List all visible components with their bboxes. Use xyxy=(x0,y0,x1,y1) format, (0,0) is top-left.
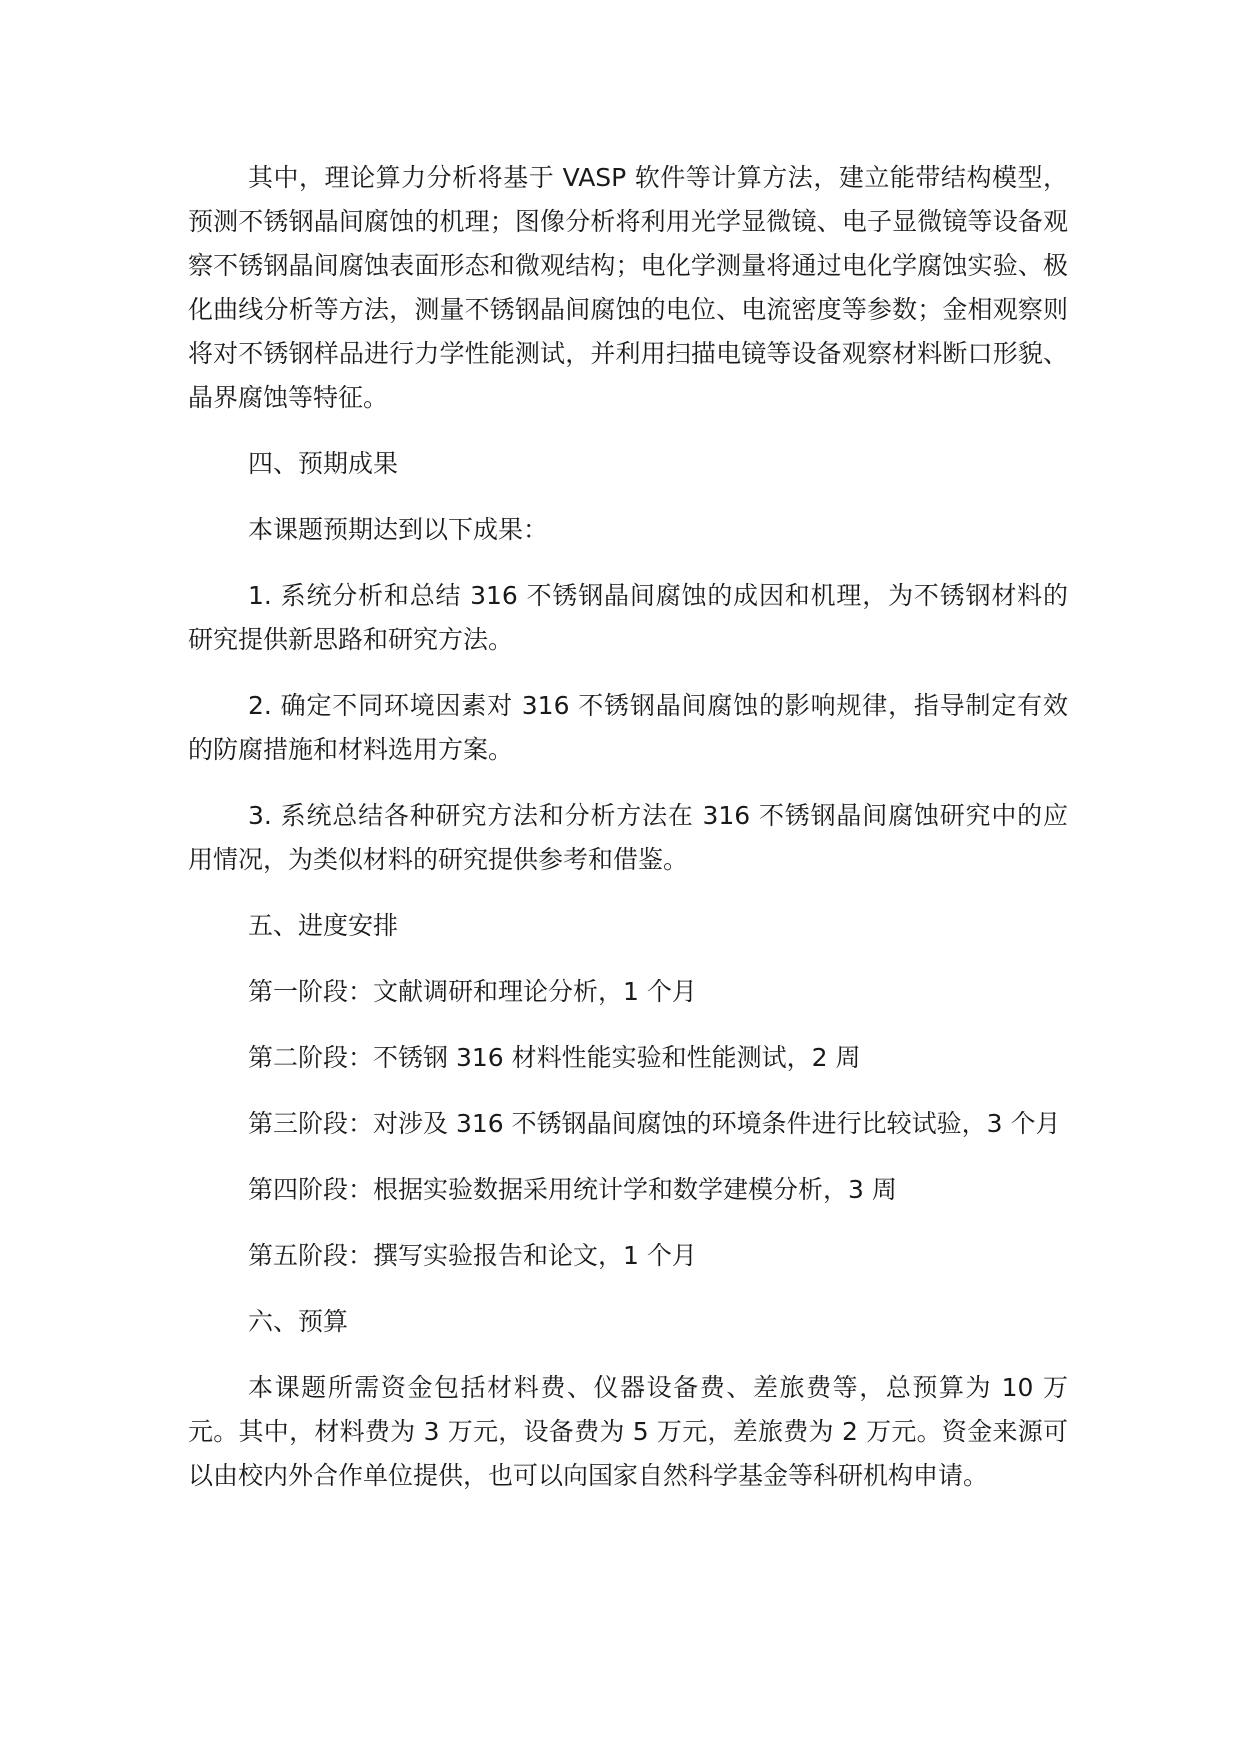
schedule-stage-2: 第二阶段：不锈钢 316 材料性能实验和性能测试，2 周 xyxy=(248,1043,861,1072)
schedule-stage-5: 第五阶段：撰写实验报告和论文，1 个月 xyxy=(248,1241,697,1270)
paragraph-results-intro: 本课题预期达到以下成果： xyxy=(248,515,549,544)
list-item-result-1: 1. 系统分析和总结 316 不锈钢晶间腐蚀的成因和机理，为不锈钢材料的研究提供新思路和研究方法。 xyxy=(188,581,1068,654)
paragraph-budget: 本课题所需资金包括材料费、仪器设备费、差旅费等，总预算为 10 万元。其中，材料费为 3 万元，设备费为 5 万元，差旅费为 2 万元。资金来源可以由校内外合作单位提供，也可以向国家自然科学基金等科研机构申请。 xyxy=(188,1373,1068,1490)
section-heading-budget: 六、预算 xyxy=(248,1307,349,1336)
paragraph-methods: 其中，理论算力分析将基于 VASP 软件等计算方法，建立能带结构模型，预测不锈钢晶间腐蚀的机理；图像分析将利用光学显微镜、电子显微镜等设备观察不锈钢晶间腐蚀表面形态和微观结构；电化学测量将通过电化学腐蚀实验、极化曲线分析等方法，测量不锈钢晶间腐蚀的电位、电流密度等参数；金相观察则将对不锈钢样品进行力学性能测试，并利用扫描电镜等设备观察材料断口形貌、晶界腐蚀等特征。 xyxy=(188,163,1068,412)
section-heading-schedule: 五、进度安排 xyxy=(248,911,399,940)
schedule-stage-3: 第三阶段：对涉及 316 不锈钢晶间腐蚀的环境条件进行比较试验，3 个月 xyxy=(248,1109,1061,1138)
list-item-result-2: 2. 确定不同环境因素对 316 不锈钢晶间腐蚀的影响规律，指导制定有效的防腐措施和材料选用方案。 xyxy=(188,691,1068,764)
schedule-stage-4: 第四阶段：根据实验数据采用统计学和数学建模分析，3 周 xyxy=(248,1175,897,1204)
schedule-stage-1: 第一阶段：文献调研和理论分析，1 个月 xyxy=(248,977,697,1006)
list-item-result-3: 3. 系统总结各种研究方法和分析方法在 316 不锈钢晶间腐蚀研究中的应用情况，为类似材料的研究提供参考和借鉴。 xyxy=(188,801,1068,874)
section-heading-expected-results: 四、预期成果 xyxy=(248,449,399,478)
document-body xyxy=(188,156,1068,1520)
